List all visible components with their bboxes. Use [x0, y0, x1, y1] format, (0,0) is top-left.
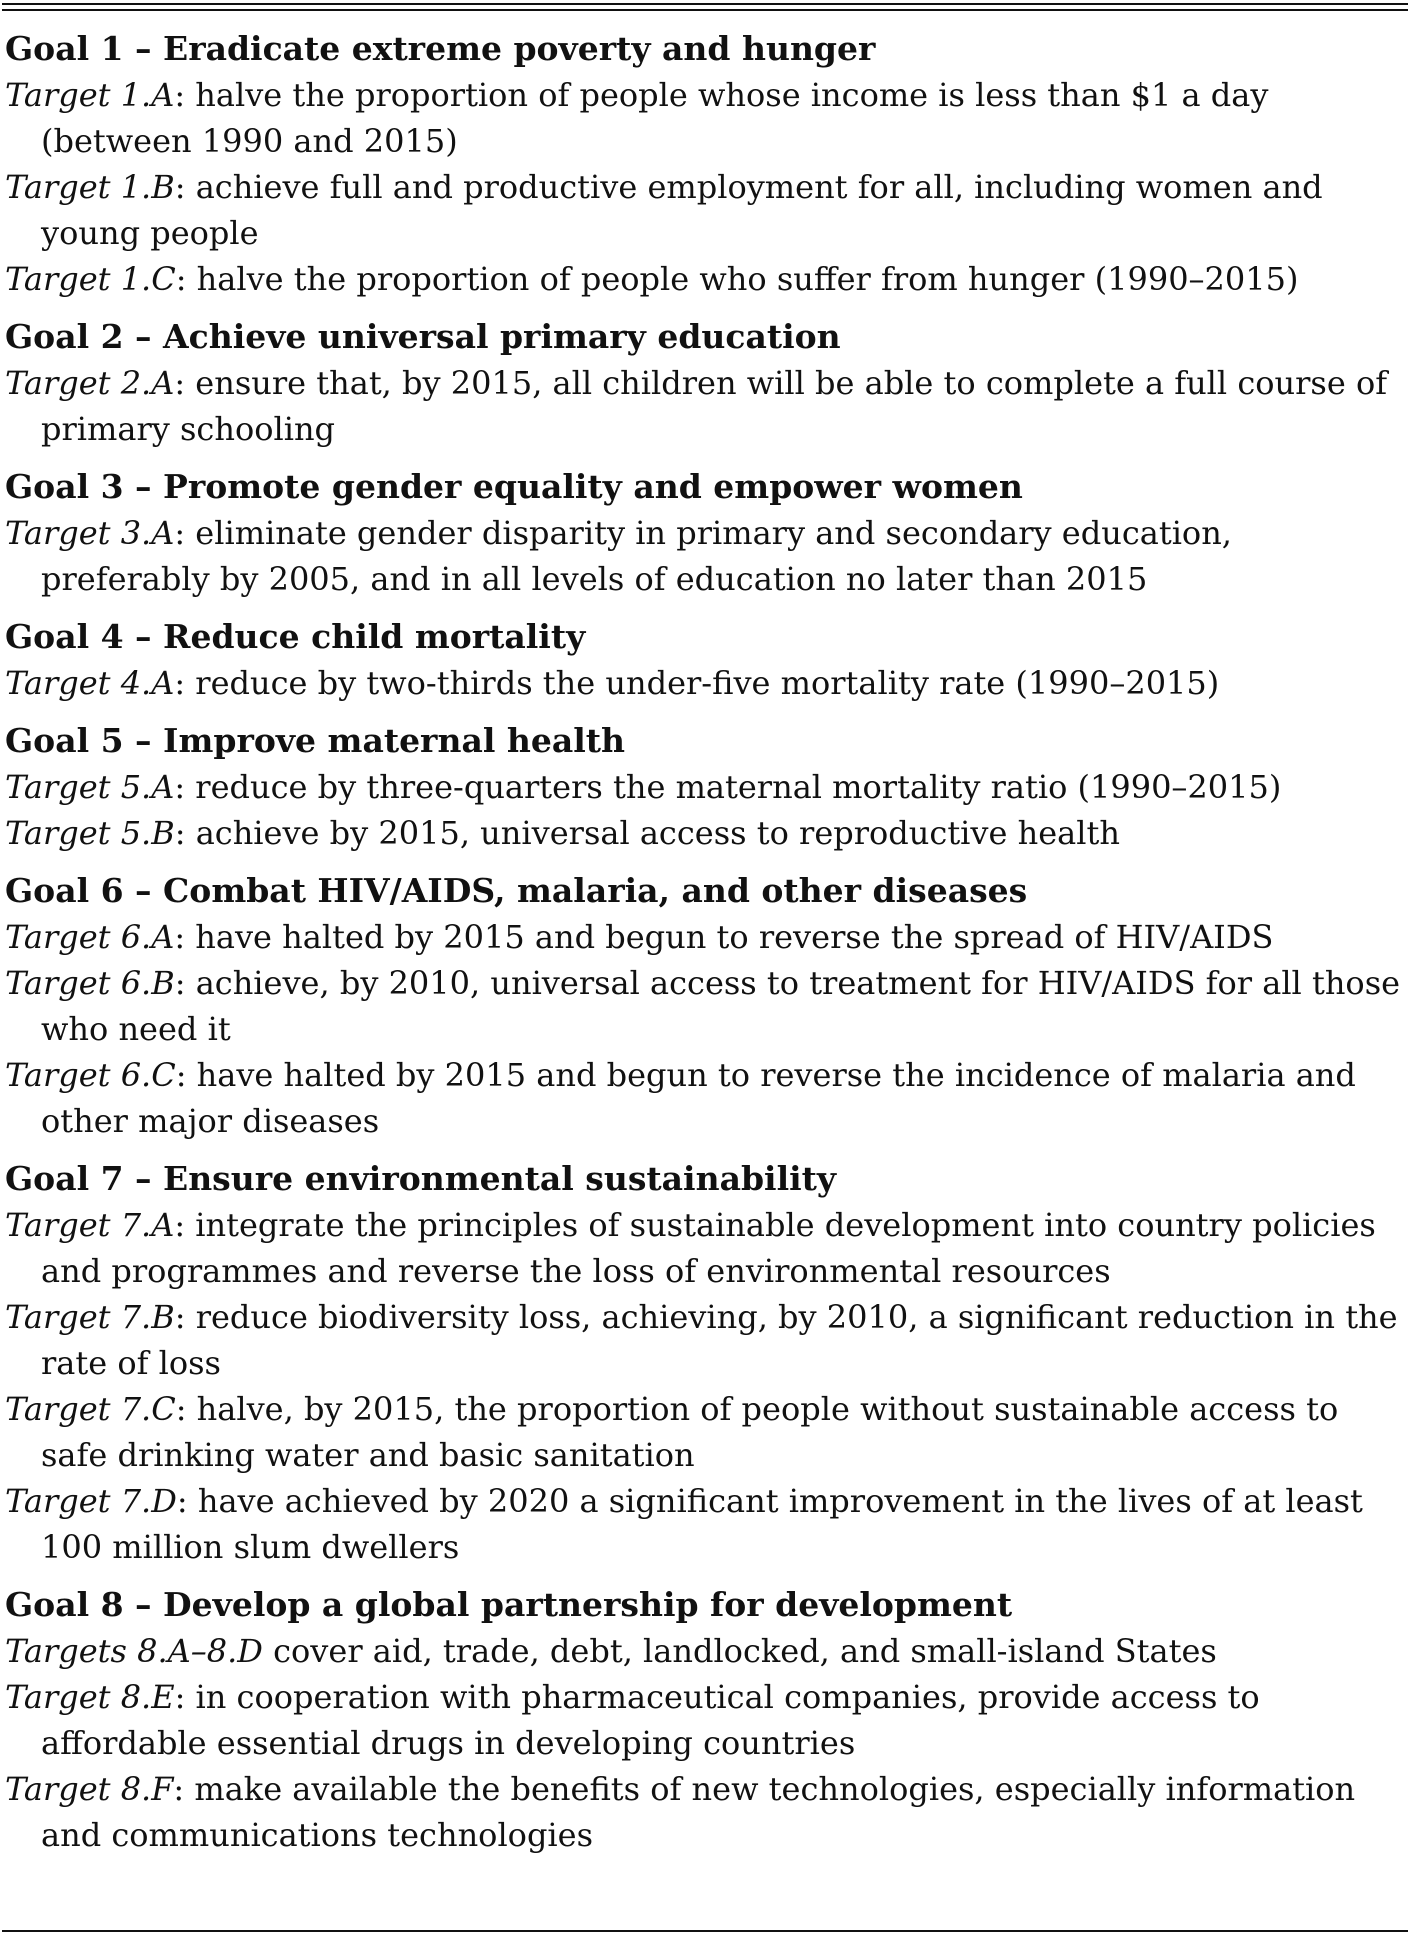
target-label: Target 4.A: [5, 664, 175, 702]
target-text: : make available the benefits of new technologies, especially information and communications technologies: [41, 1770, 1356, 1854]
target-item: [5, 256, 1405, 302]
target-label: Target 1.B: [5, 168, 175, 206]
target-label: Target 8.E: [5, 1678, 175, 1716]
target-item: [5, 1386, 1405, 1478]
goal-title: Goal 3 – Promote gender equality and empower women: [5, 467, 1023, 506]
target-text: : reduce by three-quarters the maternal mortality ratio (1990–2015): [174, 768, 1282, 806]
target-item: [5, 1052, 1405, 1144]
target-label: Target 1.A: [5, 76, 175, 114]
target-label: Target 5.B: [5, 814, 175, 852]
target-text: cover aid, trade, debt, landlocked, and small-island States: [262, 1632, 1217, 1670]
goal-6: [5, 868, 1405, 1144]
target-label: Target 3.A: [5, 514, 175, 552]
target-label: Target 1.C: [5, 260, 176, 298]
top-double-rule: [2, 3, 1408, 11]
target-text: : achieve, by 2010, universal access to treatment for HIV/AIDS for all those who need it: [41, 964, 1401, 1048]
target-label: Target 5.A: [5, 768, 175, 806]
target-text: : eliminate gender disparity in primary and secondary education, preferably by 2005, and in all levels of education no later than 2015: [41, 514, 1232, 598]
target-label: Target 6.B: [5, 964, 175, 1002]
target-text: : in cooperation with pharmaceutical companies, provide access to affordable essential drugs in developing countries: [41, 1678, 1260, 1762]
target-text: : have halted by 2015 and begun to reverse the spread of HIV/AIDS: [174, 918, 1274, 956]
goal-1: [5, 26, 1405, 302]
target-item: [5, 764, 1405, 810]
target-text: : achieve by 2015, universal access to reproductive health: [174, 814, 1120, 852]
target-text: : reduce biodiversity loss, achieving, by 2010, a significant reduction in the rate of loss: [41, 1298, 1398, 1382]
goal-title: Goal 7 – Ensure environmental sustainability: [5, 1159, 837, 1198]
goal-3: [5, 464, 1405, 602]
bottom-rule: [2, 1930, 1408, 1932]
goal-2: [5, 314, 1405, 452]
goals-table: [5, 26, 1405, 1870]
target-label: Target 2.A: [5, 364, 175, 402]
target-item: [5, 660, 1405, 706]
target-item: [5, 914, 1405, 960]
goal-4: [5, 614, 1405, 706]
target-item: [5, 1202, 1405, 1294]
target-label: Target 7.C: [5, 1390, 176, 1428]
target-text: : achieve full and productive employment for all, including women and young people: [41, 168, 1323, 252]
goal-title: Goal 1 – Eradicate extreme poverty and hunger: [5, 29, 876, 68]
target-item: [5, 164, 1405, 256]
goal-5: [5, 718, 1405, 856]
goal-title: Goal 2 – Achieve universal primary education: [5, 317, 841, 356]
goal-title: Goal 6 – Combat HIV/AIDS, malaria, and other diseases: [5, 871, 1028, 910]
target-item: [5, 1628, 1405, 1674]
target-label: Target 8.F: [5, 1770, 174, 1808]
target-text: : integrate the principles of sustainable development into country policies and programmes and reverse the loss of environmental resources: [41, 1206, 1376, 1290]
target-item: [5, 1766, 1405, 1858]
target-item: [5, 810, 1405, 856]
target-text: : reduce by two-thirds the under-five mortality rate (1990–2015): [174, 664, 1220, 702]
target-label: Target 7.B: [5, 1298, 175, 1336]
target-label: Target 6.C: [5, 1056, 176, 1094]
goal-title: Goal 5 – Improve maternal health: [5, 721, 625, 760]
target-text: : ensure that, by 2015, all children will be able to complete a full course of primary schooling: [41, 364, 1388, 448]
target-item: [5, 1478, 1405, 1570]
goal-title: Goal 8 – Develop a global partnership for development: [5, 1585, 1013, 1624]
target-item: [5, 72, 1405, 164]
goal-8: [5, 1582, 1405, 1858]
target-text: : have halted by 2015 and begun to reverse the incidence of malaria and other major diseases: [41, 1056, 1356, 1140]
target-label: Targets 8.A–8.D: [5, 1632, 263, 1670]
target-item: [5, 960, 1405, 1052]
target-text: : halve the proportion of people who suffer from hunger (1990–2015): [175, 260, 1299, 298]
target-item: [5, 510, 1405, 602]
target-text: : have achieved by 2020 a significant improvement in the lives of at least 100 million slum dwellers: [41, 1482, 1363, 1566]
target-text: : halve, by 2015, the proportion of people without sustainable access to safe drinking water and basic sanitation: [41, 1390, 1339, 1474]
goal-7: [5, 1156, 1405, 1570]
target-item: [5, 360, 1405, 452]
target-text: : halve the proportion of people whose income is less than $1 a day (between 1990 and 2015): [41, 76, 1269, 160]
target-label: Target 6.A: [5, 918, 175, 956]
target-item: [5, 1674, 1405, 1766]
target-label: Target 7.D: [5, 1482, 177, 1520]
target-item: [5, 1294, 1405, 1386]
goal-title: Goal 4 – Reduce child mortality: [5, 617, 586, 656]
target-label: Target 7.A: [5, 1206, 175, 1244]
